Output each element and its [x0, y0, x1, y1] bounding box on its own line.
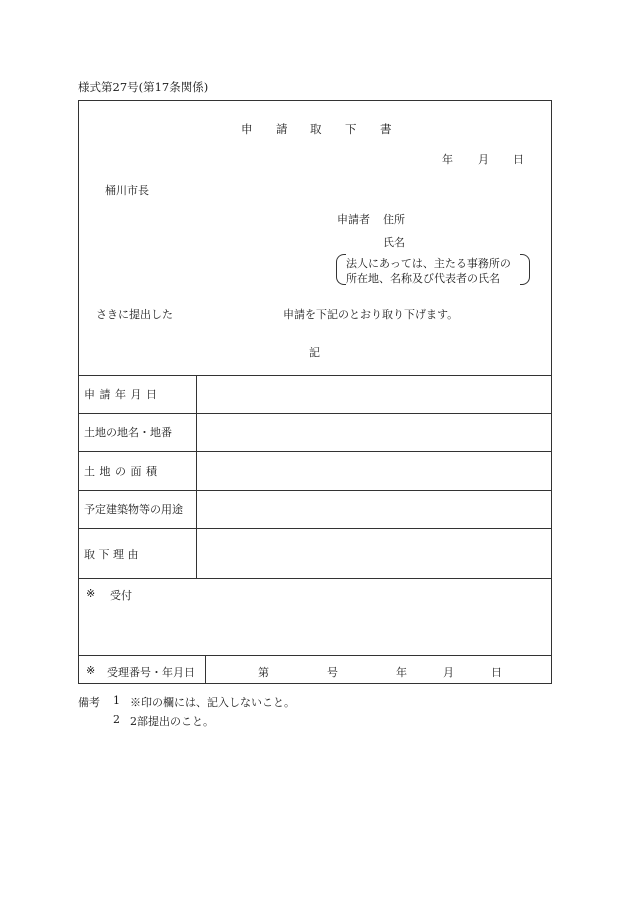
note-number: 1 — [113, 694, 120, 707]
receipt-month: 月 — [443, 666, 454, 679]
right-bracket-icon — [520, 254, 530, 285]
note-number: 2 — [113, 713, 120, 726]
applicant-label: 申請者 — [337, 213, 370, 226]
applicant-address-field[interactable]: 住所 — [383, 213, 405, 226]
divider — [79, 578, 551, 579]
receipt-day: 日 — [491, 666, 502, 679]
statement-prefix: さきに提出した — [96, 308, 173, 321]
column-divider — [205, 655, 206, 684]
receipt-dai: 第 — [258, 666, 269, 679]
title-char: 申 — [241, 122, 253, 136]
date-month[interactable]: 月 — [478, 153, 489, 166]
building-use-field[interactable] — [197, 490, 551, 527]
corp-note-line2: 所在地、名称及び代表者の氏名 — [346, 272, 500, 285]
receipt-go: 号 — [327, 666, 338, 679]
receipt-year: 年 — [396, 666, 407, 679]
form-number: 様式第27号(第17条関係) — [78, 80, 209, 94]
row-label: 土地の地名・地番 — [84, 426, 172, 439]
ki-heading: 記 — [309, 346, 320, 359]
withdrawal-reason-field[interactable] — [197, 528, 551, 577]
receipt-label: 受理番号・年月日 — [107, 666, 195, 679]
addressee: 桶川市長 — [105, 184, 149, 197]
statement-suffix: 申請を下記のとおり取り下げます。 — [283, 308, 459, 321]
title-char: 請 — [276, 122, 288, 136]
note-text: ※印の欄には、記入しないこと。 — [130, 696, 295, 709]
row-label: 取 下 理 由 — [84, 548, 139, 561]
land-area-field[interactable] — [197, 451, 551, 489]
reception-mark: ※ — [86, 587, 96, 600]
applicant-name-field[interactable]: 氏名 — [383, 236, 405, 249]
reception-label: 受付 — [110, 589, 132, 602]
land-location-field[interactable] — [197, 413, 551, 450]
title-char: 取 — [310, 122, 322, 136]
application-date-field[interactable] — [197, 375, 551, 412]
date-day[interactable]: 日 — [513, 153, 524, 166]
notes-label: 備考 — [78, 696, 100, 709]
row-label: 予定建築物等の用途 — [84, 503, 183, 516]
date-year[interactable]: 年 — [442, 153, 453, 166]
title-char: 下 — [345, 122, 357, 136]
title-char: 書 — [380, 122, 392, 136]
row-label: 申 請 年 月 日 — [84, 388, 158, 401]
receipt-mark: ※ — [86, 664, 96, 677]
divider — [79, 655, 551, 656]
corp-note-line1: 法人にあっては、主たる事務所の — [346, 257, 511, 270]
left-bracket-icon — [336, 254, 346, 285]
row-label: 土 地 の 面 積 — [84, 465, 158, 478]
note-text: 2部提出のこと。 — [130, 715, 214, 728]
